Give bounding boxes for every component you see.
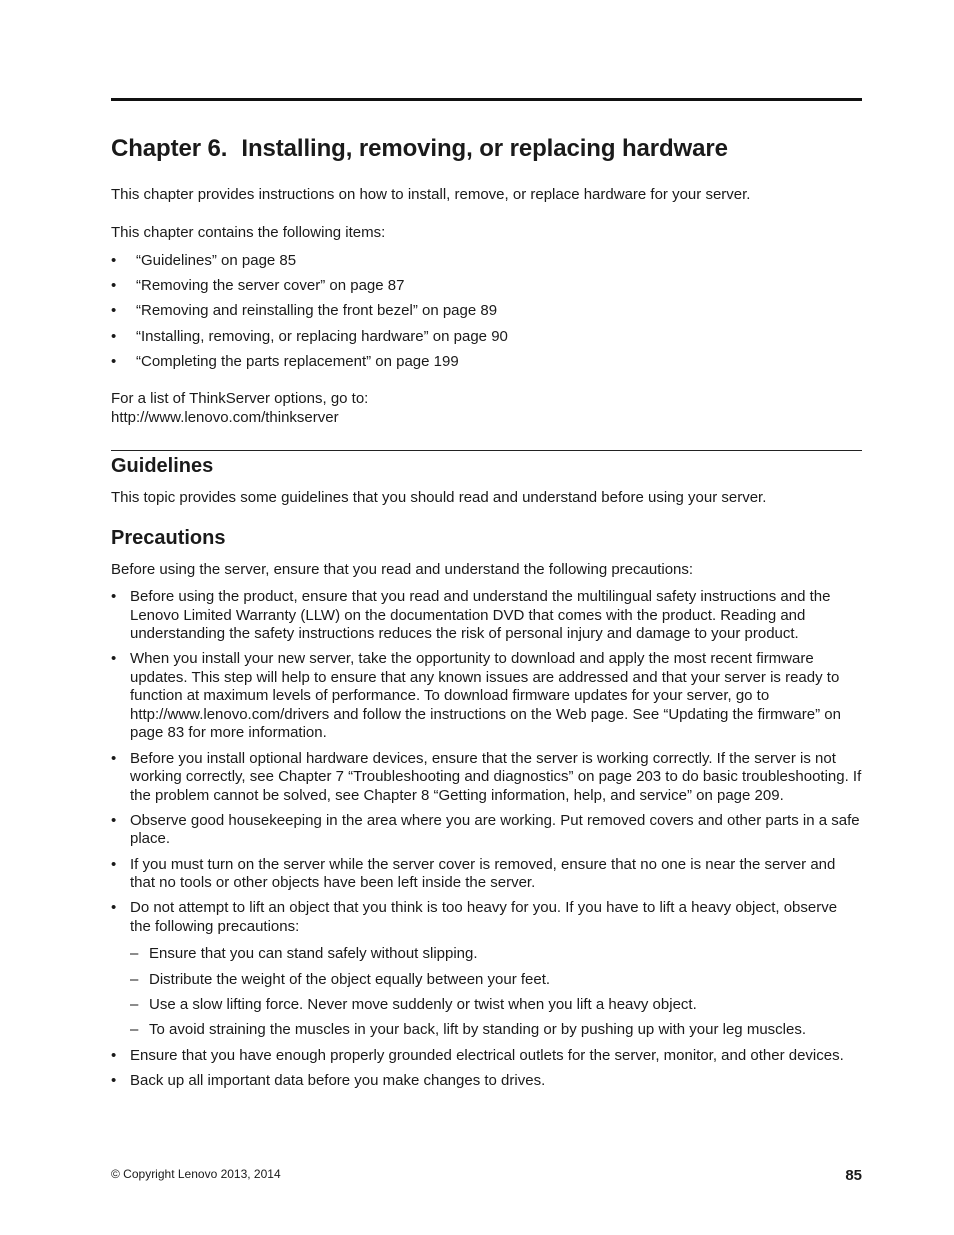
dash: – — [130, 970, 139, 988]
bullet: • — [111, 650, 117, 668]
chapter-title-text: Installing, removing, or replacing hardware — [241, 135, 728, 162]
toc-item[interactable] — [111, 276, 508, 301]
contains-label: This chapter contains the following items: — [111, 224, 386, 241]
lift-precautions-sublist — [130, 945, 862, 1039]
sub-list-item — [130, 971, 862, 990]
page-number: 85 — [845, 1167, 862, 1184]
precaution-text: Before using the product, ensure that you read and understand the multilingual safety instructions and the Lenovo Limited Warranty (LLW) on the documentation DVD that comes with the product. Reading and understanding the safety instructions reduces the risk of personal injury and damage to your product. — [130, 588, 831, 642]
bullet: • — [111, 749, 117, 767]
bullet: • — [111, 352, 117, 370]
sub-item-text: Use a slow lifting force. Never move suddenly or twist when you lift a heavy object. — [149, 996, 697, 1014]
chapter-top-rule — [111, 98, 862, 101]
list-item — [111, 899, 862, 1039]
bullet: • — [111, 811, 117, 829]
list-item — [111, 650, 862, 743]
bullet: • — [111, 252, 117, 269]
chapter-intro: This chapter provides instructions on how to install, remove, or replace hardware for your server. — [111, 186, 751, 203]
sub-item-text: Ensure that you can stand safely without slipping. — [149, 945, 478, 963]
toc-link[interactable]: “Removing and reinstalling the front bezel” on page 89 — [136, 302, 498, 320]
list-item — [111, 1047, 862, 1066]
precaution-text: Before you install optional hardware devices, ensure that the server is working correctly. If the server is not working correctly, see Chapter 7 “Troubleshooting and diagnostics” on page 203 to do basic troubleshooting. If the problem cannot be solved, see Chapter 8 “Getting information, help, and service” on page 209. — [130, 749, 862, 804]
precaution-text: When you install your new server, take the opportunity to download and apply the most recent firmware updates. This step will help to ensure that any known issues are addressed and that your server is ready to function at maximum levels of performance. To download firmware updates for your server, go to http://www.lenovo.com/drivers and follow the instructions on the Web page. See “Updating the firmware” on page 83 for more information. — [130, 650, 841, 742]
toc-link[interactable]: “Completing the parts replacement” on page 199 — [136, 352, 459, 370]
dash: – — [130, 996, 139, 1014]
precaution-text: Do not attempt to lift an object that you think is too heavy for you. If you have to lift a heavy object, observe the following precautions: — [130, 899, 838, 935]
precautions-intro: Before using the server, ensure that you read and understand the following precautions: — [111, 561, 694, 578]
sub-item-text: To avoid straining the muscles in your back, lift by standing or by pushing up with your leg muscles. — [149, 1021, 806, 1039]
bullet: • — [111, 1046, 117, 1064]
toc-item[interactable] — [111, 352, 508, 377]
copyright-footer: © Copyright Lenovo 2013, 2014 — [111, 1167, 281, 1181]
guidelines-heading: Guidelines — [111, 455, 214, 477]
sub-item-text: Distribute the weight of the object equally between your feet. — [149, 970, 551, 988]
list-item — [111, 812, 862, 849]
list-item — [111, 750, 862, 806]
precaution-text: If you must turn on the server while the server cover is removed, ensure that no one is near the server and that no tools or other objects have been left inside the server. — [130, 855, 836, 892]
list-item — [111, 588, 862, 644]
bullet: • — [111, 1071, 117, 1089]
dash: – — [130, 945, 139, 963]
chapter-title — [111, 135, 728, 163]
toc-item[interactable] — [111, 251, 508, 276]
sub-list-item — [130, 996, 862, 1015]
toc-item[interactable] — [111, 301, 508, 326]
section-rule — [111, 450, 862, 451]
bullet: • — [111, 327, 117, 345]
document-page — [111, 0, 862, 1235]
precautions-heading: Precautions — [111, 527, 226, 549]
precaution-text: Back up all important data before you make changes to drives. — [130, 1071, 546, 1089]
bullet: • — [111, 302, 117, 320]
thinkserver-url-link[interactable]: http://www.lenovo.com/thinkserver — [111, 409, 339, 426]
toc-item[interactable] — [111, 327, 508, 352]
options-text: For a list of ThinkServer options, go to: — [111, 390, 369, 407]
list-item — [111, 856, 862, 893]
chapter-number: Chapter 6. — [111, 135, 228, 162]
list-item — [111, 1072, 862, 1091]
precautions-list — [111, 588, 862, 1097]
toc-link[interactable]: “Removing the server cover” on page 87 — [136, 277, 405, 295]
bullet: • — [111, 855, 117, 873]
guidelines-text: This topic provides some guidelines that you should read and understand before using your server. — [111, 489, 767, 506]
sub-list-item — [130, 945, 862, 964]
toc-link[interactable]: “Installing, removing, or replacing hardware” on page 90 — [136, 327, 508, 345]
sub-list-item — [130, 1021, 862, 1040]
toc-link[interactable]: “Guidelines” on page 85 — [136, 252, 297, 269]
chapter-toc-list — [111, 251, 508, 377]
bullet: • — [111, 277, 117, 295]
precaution-text: Ensure that you have enough properly grounded electrical outlets for the server, monitor, and other devices. — [130, 1046, 844, 1064]
bullet: • — [111, 899, 117, 917]
dash: – — [130, 1021, 139, 1039]
precaution-text: Observe good housekeeping in the area where you are working. Put removed covers and other parts in a safe place. — [130, 811, 860, 848]
bullet: • — [111, 588, 117, 605]
